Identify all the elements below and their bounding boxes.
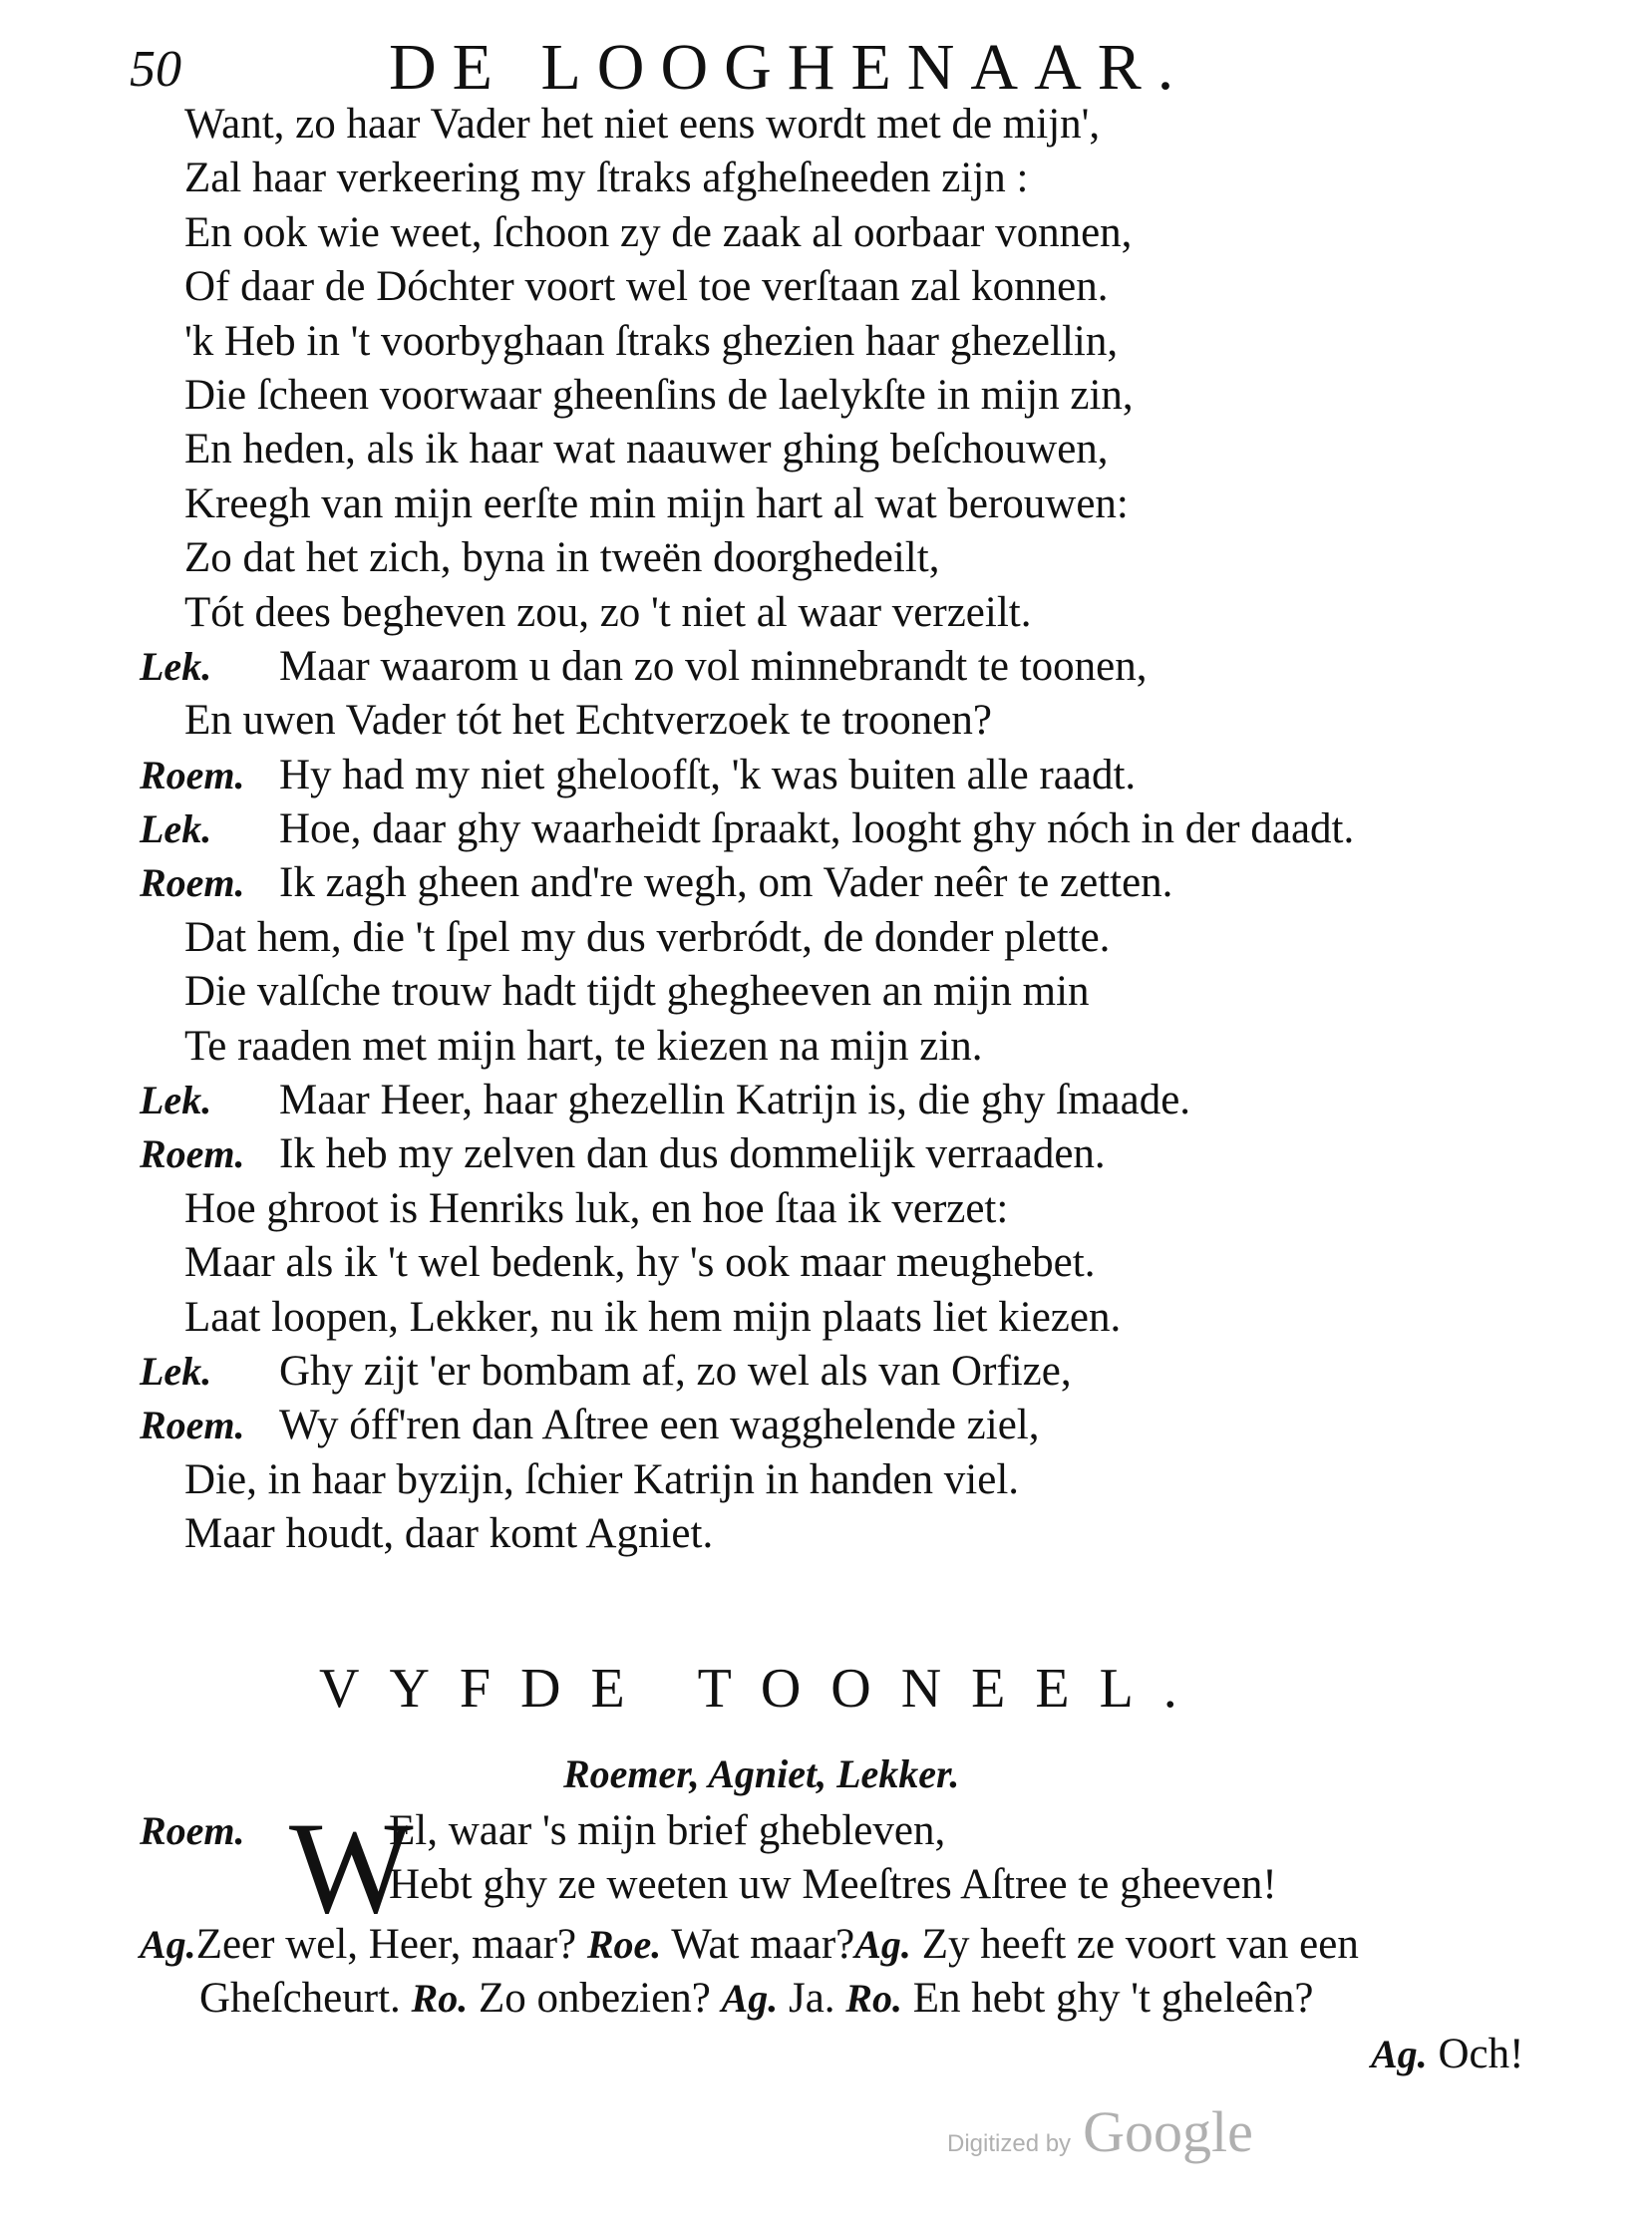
- verse-line: [140, 694, 1585, 748]
- verse-text: Of daar de Dóchter voort wel toe verſtaan zal konnen.: [184, 263, 1109, 311]
- verse-text: Want, zo haar Vader het niet eens wordt met de mijn',: [184, 101, 1101, 148]
- running-title: DE LOOGHENAAR.: [389, 31, 1190, 104]
- watermark-brand: Google: [1083, 2099, 1253, 2164]
- speaker-label: Ag.: [721, 1976, 779, 2021]
- verse-line: [140, 640, 1585, 694]
- verse-line: [140, 965, 1585, 1019]
- speaker-label: Lek.: [140, 806, 212, 852]
- verse-text: Te raaden met mijn hart, te kiezen na mijn zin.: [184, 1022, 983, 1070]
- speaker-label: Lek.: [140, 1078, 212, 1123]
- verse-text: Zy heeft ze voort van een: [921, 1921, 1359, 1968]
- verse-block: [140, 98, 1585, 1562]
- verse-text: 'k Heb in 't voorbyghaan ſtraks ghezien haar ghezellin,: [184, 317, 1119, 365]
- verse-text: Zo onbezien?: [478, 1975, 711, 2022]
- verse-line: [140, 152, 1585, 205]
- verse-text: Wy óff'ren dan Aſtree een wagghelende ziel,: [279, 1402, 1040, 1449]
- speaker-label: Ro.: [411, 1976, 469, 2021]
- verse-line: [140, 423, 1585, 476]
- verse-line: [140, 369, 1585, 423]
- verse-text: Zo dat het zich, byna in tweën doorghedeilt,: [184, 534, 940, 582]
- speaker-label: Ag.: [140, 1922, 196, 1967]
- page-number: 50: [130, 41, 181, 98]
- verse-line: [140, 1507, 1585, 1561]
- verse-text: Gheſcheurt.: [199, 1975, 401, 2022]
- verse-line: [140, 1127, 1585, 1181]
- scene-line: [1371, 2030, 1523, 2078]
- speaker-label: Roem.: [140, 1808, 245, 1853]
- verse-text: Kreegh van mijn eerſte min mijn hart al wat berouwen:: [184, 479, 1129, 527]
- verse-text: Ja.: [788, 1975, 835, 2022]
- verse-line: [140, 749, 1585, 802]
- verse-text: Tót dees begheven zou, zo 't niet al waar verzeilt.: [184, 588, 1032, 636]
- verse-line: [140, 1182, 1585, 1236]
- verse-line: [140, 531, 1585, 585]
- verse-line: [140, 260, 1585, 314]
- speaker-label: Ag.: [854, 1922, 911, 1967]
- verse-line: [140, 856, 1585, 910]
- digitized-watermark: [947, 2098, 1253, 2165]
- verse-text: En heden, als ik haar wat naauwer ghing beſchouwen,: [184, 426, 1109, 474]
- verse-text: Dat hem, die 't ſpel my dus verbródt, de donder plette.: [184, 913, 1111, 961]
- verse-text: Laat loopen, Lekker, nu ik hem mijn plaats liet kiezen.: [184, 1293, 1122, 1341]
- verse-line: [140, 477, 1585, 531]
- scene-line: [140, 1920, 1359, 1969]
- verse-text: Zeer wel, Heer, maar?: [195, 1921, 577, 1968]
- speaker-label: Ag.: [1371, 2032, 1428, 2076]
- verse-line: [140, 1236, 1585, 1290]
- verse-text: En ook wie weet, ſchoon zy de zaak al oorbaar vonnen,: [184, 208, 1133, 256]
- verse-line: [140, 98, 1585, 152]
- verse-text: Maar waarom u dan zo vol minnebrandt te toonen,: [279, 642, 1148, 690]
- verse-line: [140, 911, 1585, 965]
- verse-line: [140, 1291, 1585, 1345]
- verse-text: Ik zagh gheen and're wegh, om Vader neêr te zetten.: [279, 859, 1173, 907]
- verse-text: Ghy zijt 'er bombam af, zo wel als van Orfize,: [279, 1347, 1072, 1395]
- scene-heading: VYFDE TOONEEL.: [319, 1658, 1207, 1720]
- verse-line: [140, 1399, 1585, 1452]
- verse-line: [140, 802, 1585, 856]
- speaker-label: Roe.: [586, 1922, 662, 1967]
- scene-line: El, waar 's mijn brief ghebleven,: [389, 1807, 946, 1854]
- verse-text: Maar als ik 't wel bedenk, hy 's ook maar meughebet.: [184, 1239, 1096, 1287]
- verse-line: [140, 1020, 1585, 1074]
- verse-text: Hoe, daar ghy waarheidt ſpraakt, looght ghy nóch in der daadt.: [279, 805, 1355, 853]
- speaker-label: Roem.: [140, 1403, 245, 1448]
- scene-line: [140, 1806, 245, 1855]
- verse-text: Hoe ghroot is Henriks luk, en hoe ſtaa ik verzet:: [184, 1184, 1009, 1232]
- scene-persons: Roemer, Agniet, Lekker.: [563, 1751, 960, 1796]
- verse-line: [140, 586, 1585, 640]
- verse-line: [140, 1345, 1585, 1399]
- verse-text: Zal haar verkeering my ſtraks afgheſneeden zijn :: [184, 155, 1029, 202]
- verse-text: Och!: [1438, 2031, 1524, 2077]
- verse-line: [140, 206, 1585, 260]
- verse-text: Maar Heer, haar ghezellin Katrijn is, die ghy ſmaade.: [279, 1077, 1191, 1124]
- speaker-label: Ro.: [845, 1976, 902, 2021]
- verse-line: [140, 1453, 1585, 1507]
- verse-text: Maar houdt, daar komt Agniet.: [184, 1510, 714, 1558]
- verse-line: [140, 1074, 1585, 1127]
- verse-text: Die valſche trouw hadt tijdt ghegheeven an mijn min: [184, 968, 1090, 1016]
- verse-text: Hy had my niet gheloofſt, 'k was buiten alle raadt.: [279, 751, 1137, 798]
- scene-line: [199, 1974, 1314, 2023]
- speaker-label: Lek.: [140, 1348, 212, 1394]
- watermark-prefix: Digitized by: [947, 2130, 1072, 2157]
- speaker-label: Roem.: [140, 860, 245, 906]
- drop-capital: W: [289, 1794, 414, 1941]
- speaker-label: Roem.: [140, 752, 245, 797]
- verse-text: Ik heb my zelven dan dus dommelijk verraaden.: [279, 1130, 1106, 1178]
- speaker-label: Roem.: [140, 1131, 245, 1177]
- scene-line: Hebt ghy ze weeten uw Meeſtres Aſtree te gheeven!: [389, 1861, 1277, 1908]
- verse-line: [140, 315, 1585, 369]
- verse-text: En uwen Vader tót het Echtverzoek te troonen?: [184, 697, 992, 745]
- verse-text: Die, in haar byzijn, ſchier Katrijn in handen viel.: [184, 1455, 1020, 1503]
- verse-text: En hebt ghy 't gheleên?: [912, 1975, 1314, 2022]
- verse-text: Die ſcheen voorwaar gheenſins de laelykſte in mijn zin,: [184, 371, 1134, 419]
- verse-text: Wat maar?: [671, 1921, 855, 1968]
- speaker-label: Lek.: [140, 643, 212, 689]
